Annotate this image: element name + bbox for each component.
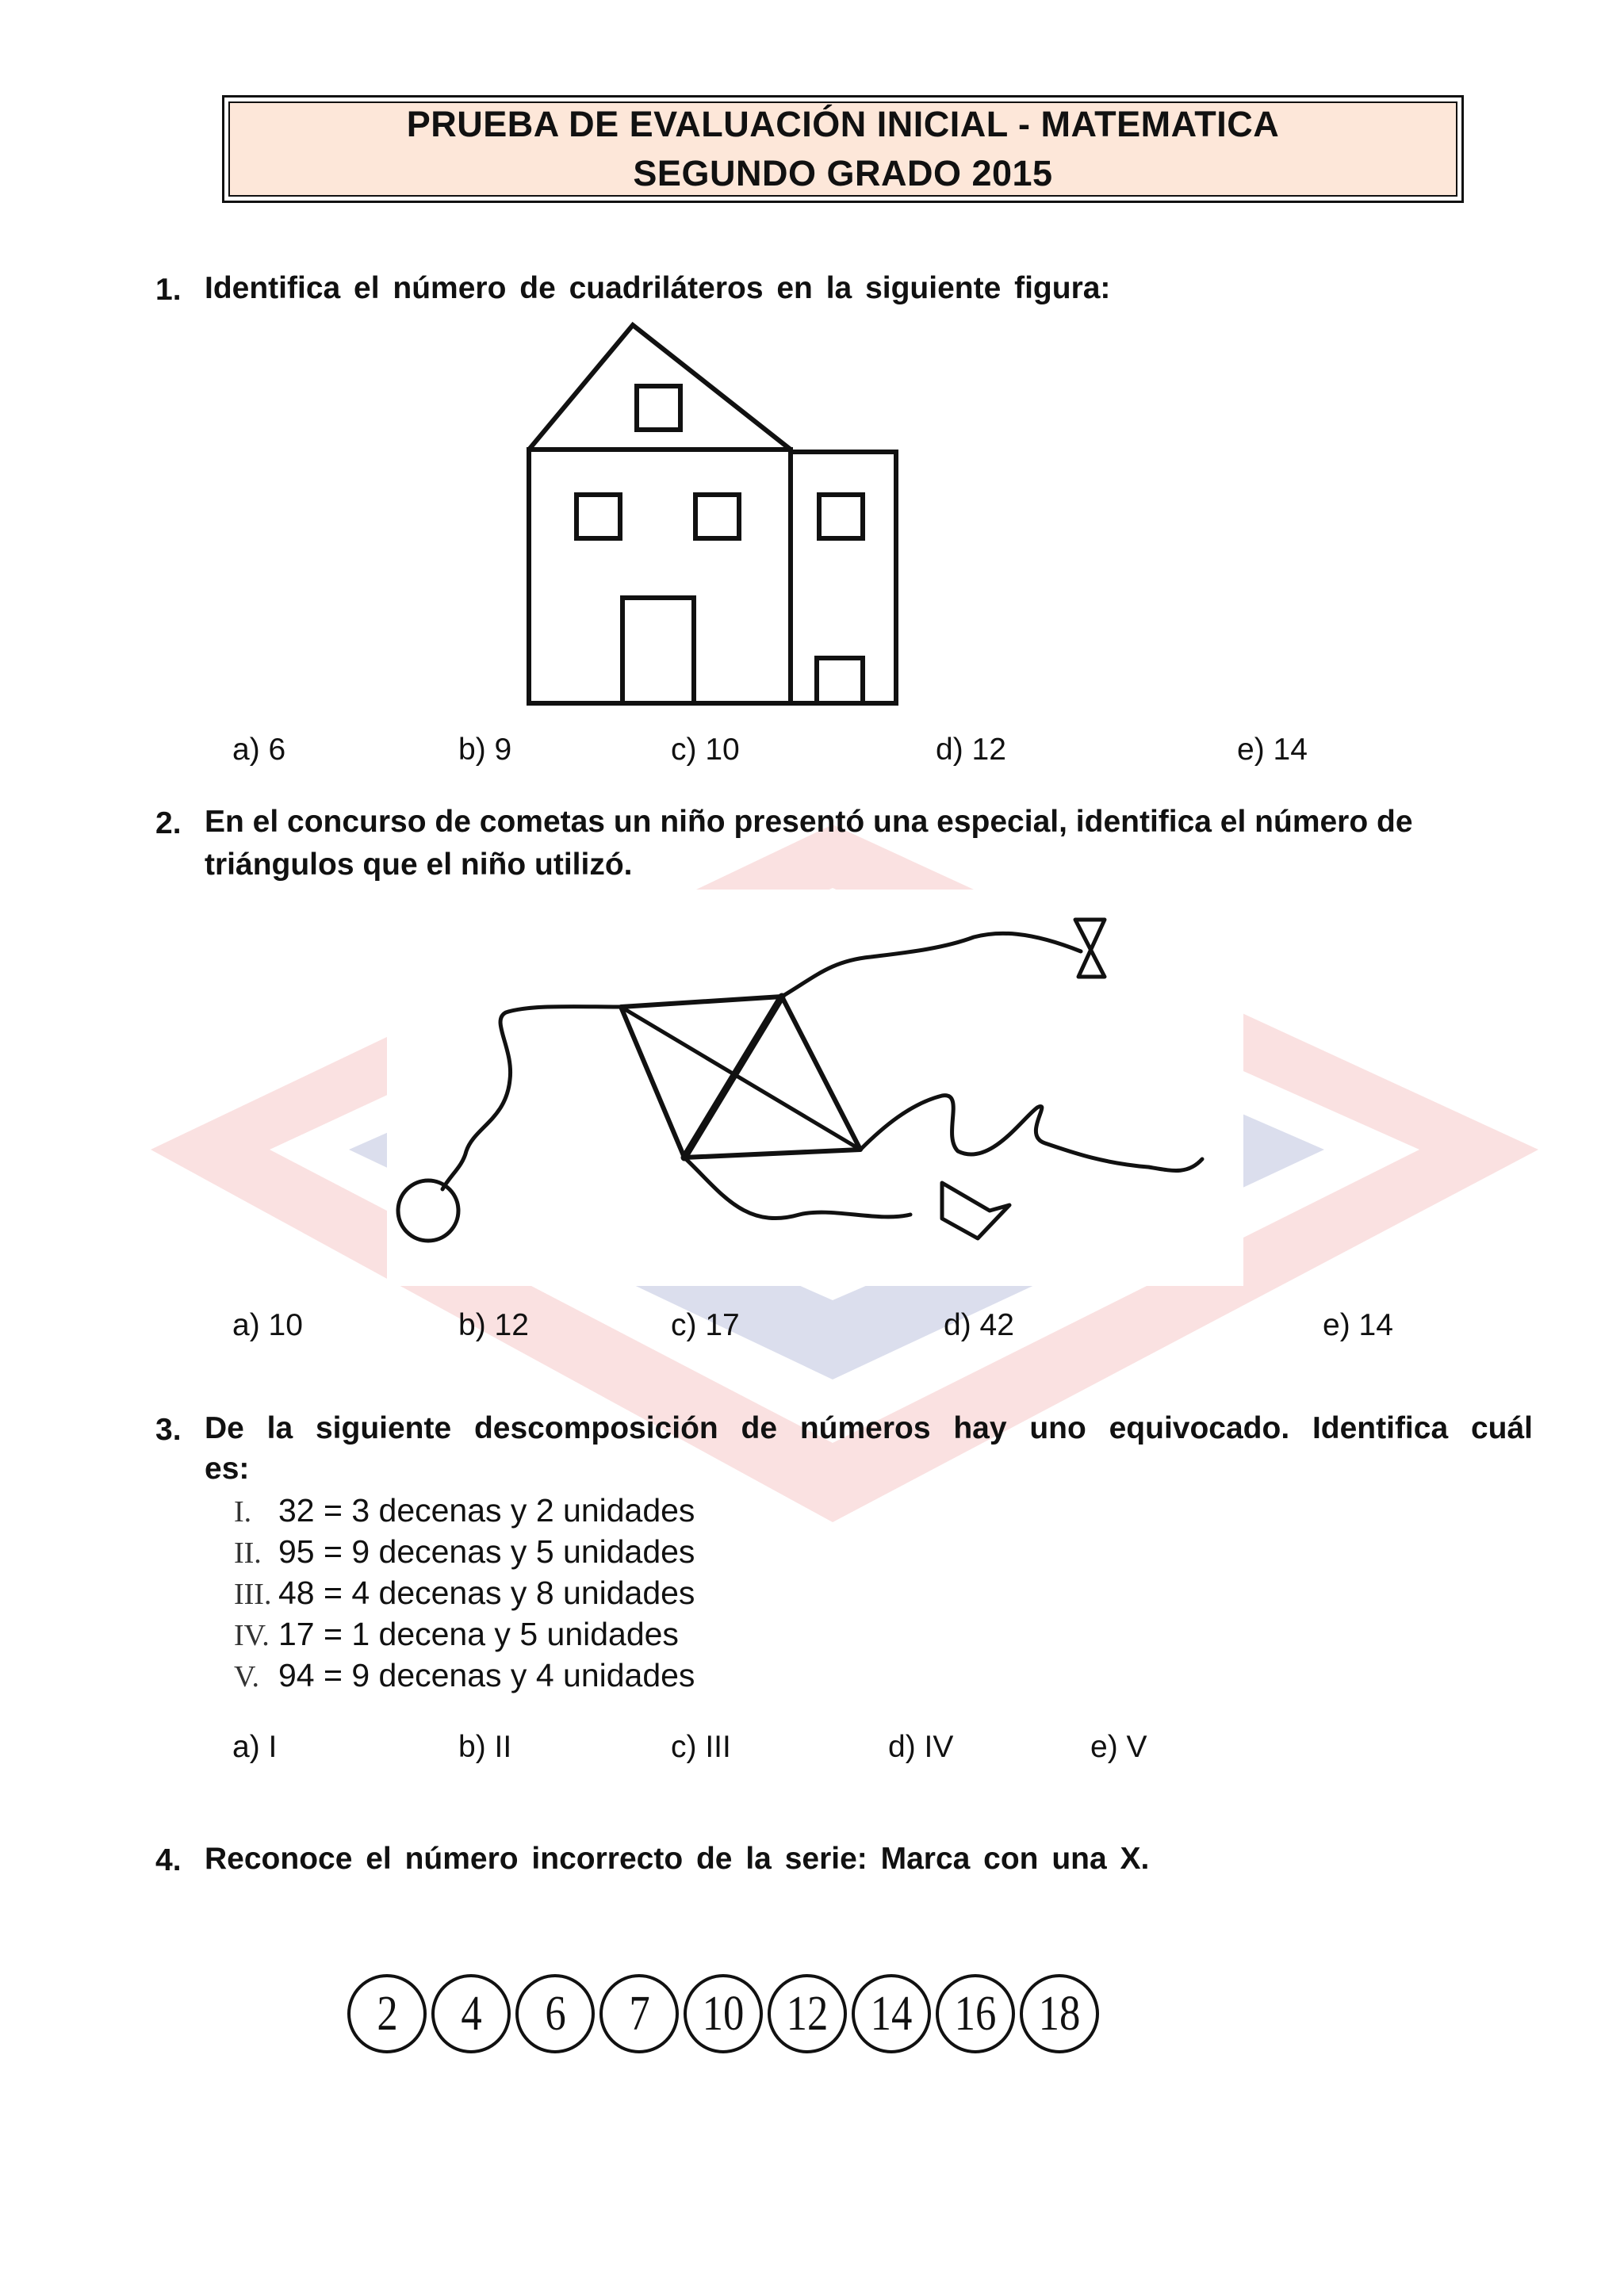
decomposition-text: 94 = 9 decenas y 4 unidades	[278, 1657, 695, 1693]
series-number[interactable]: 7	[599, 1974, 679, 2053]
roman-numeral: III.	[234, 1578, 272, 1611]
q3-option-a[interactable]: a) I	[232, 1730, 278, 1764]
list-item	[234, 1490, 695, 1532]
title-line-1: PRUEBA DE EVALUACIÓN INICIAL - MATEMATICA	[406, 104, 1280, 144]
q4-text: Reconoce el número incorrecto de la serie: Marca con una X.	[205, 1842, 1150, 1876]
title-panel	[228, 101, 1457, 197]
q2-option-c[interactable]: c) 17	[671, 1308, 740, 1342]
series-number[interactable]: 18	[1020, 1974, 1099, 2053]
q1-option-e[interactable]: e) 14	[1237, 733, 1308, 767]
list-item	[234, 1655, 695, 1697]
list-item	[234, 1614, 695, 1655]
q2-text-line-1: En el concurso de cometas un niño presentó una especial, identifica el número de	[205, 805, 1413, 839]
series-number[interactable]: 10	[684, 1974, 763, 2053]
list-item	[234, 1532, 695, 1573]
q1-text: Identifica el número de cuadriláteros en la siguiente figura:	[205, 271, 1111, 305]
series-number[interactable]: 2	[347, 1974, 427, 2053]
decomposition-list	[234, 1490, 695, 1697]
roman-numeral: II.	[234, 1536, 262, 1570]
q2-option-d[interactable]: d) 42	[944, 1308, 1014, 1342]
q3-option-e[interactable]: e) V	[1090, 1730, 1147, 1764]
q2-number: 2.	[155, 806, 182, 840]
q3-option-b[interactable]: b) II	[458, 1730, 512, 1764]
roman-numeral: I.	[234, 1495, 252, 1529]
q4-number: 4.	[155, 1843, 182, 1877]
q3-number: 3.	[155, 1413, 182, 1447]
q3-text-line-2: es:	[205, 1452, 250, 1486]
kite-figure	[387, 890, 1243, 1286]
series-number[interactable]: 16	[936, 1974, 1015, 2053]
roman-numeral: IV.	[234, 1619, 270, 1652]
q2-option-e[interactable]: e) 14	[1323, 1308, 1393, 1342]
decomposition-text: 32 = 3 decenas y 2 unidades	[278, 1492, 695, 1529]
q1-number: 1.	[155, 273, 182, 307]
series-number[interactable]: 12	[768, 1974, 847, 2053]
q2-text-line-2: triángulos que el niño utilizó.	[205, 848, 633, 882]
series-number[interactable]: 4	[431, 1974, 511, 2053]
q1-option-d[interactable]: d) 12	[936, 733, 1006, 767]
title-box	[222, 95, 1464, 203]
decomposition-text: 48 = 4 decenas y 8 unidades	[278, 1575, 695, 1611]
house-figure	[519, 319, 900, 707]
series-number[interactable]: 6	[515, 1974, 595, 2053]
q2-option-b[interactable]: b) 12	[458, 1308, 529, 1342]
q2-option-a[interactable]: a) 10	[232, 1308, 303, 1342]
q3-option-c[interactable]: c) III	[671, 1730, 731, 1764]
list-item	[234, 1573, 695, 1614]
decomposition-text: 95 = 9 decenas y 5 unidades	[278, 1533, 695, 1570]
decomposition-text: 17 = 1 decena y 5 unidades	[278, 1616, 679, 1652]
q3-text-line-1: De la siguiente descomposición de números hay uno equivocado. Identifica cuál	[205, 1411, 1533, 1445]
q1-option-c[interactable]: c) 10	[671, 733, 740, 767]
title-line-2: SEGUNDO GRADO 2015	[633, 153, 1053, 193]
series-number[interactable]: 14	[852, 1974, 931, 2053]
q3-option-d[interactable]: d) IV	[888, 1730, 954, 1764]
q1-option-b[interactable]: b) 9	[458, 733, 512, 767]
q1-option-a[interactable]: a) 6	[232, 733, 286, 767]
roman-numeral: V.	[234, 1660, 260, 1693]
